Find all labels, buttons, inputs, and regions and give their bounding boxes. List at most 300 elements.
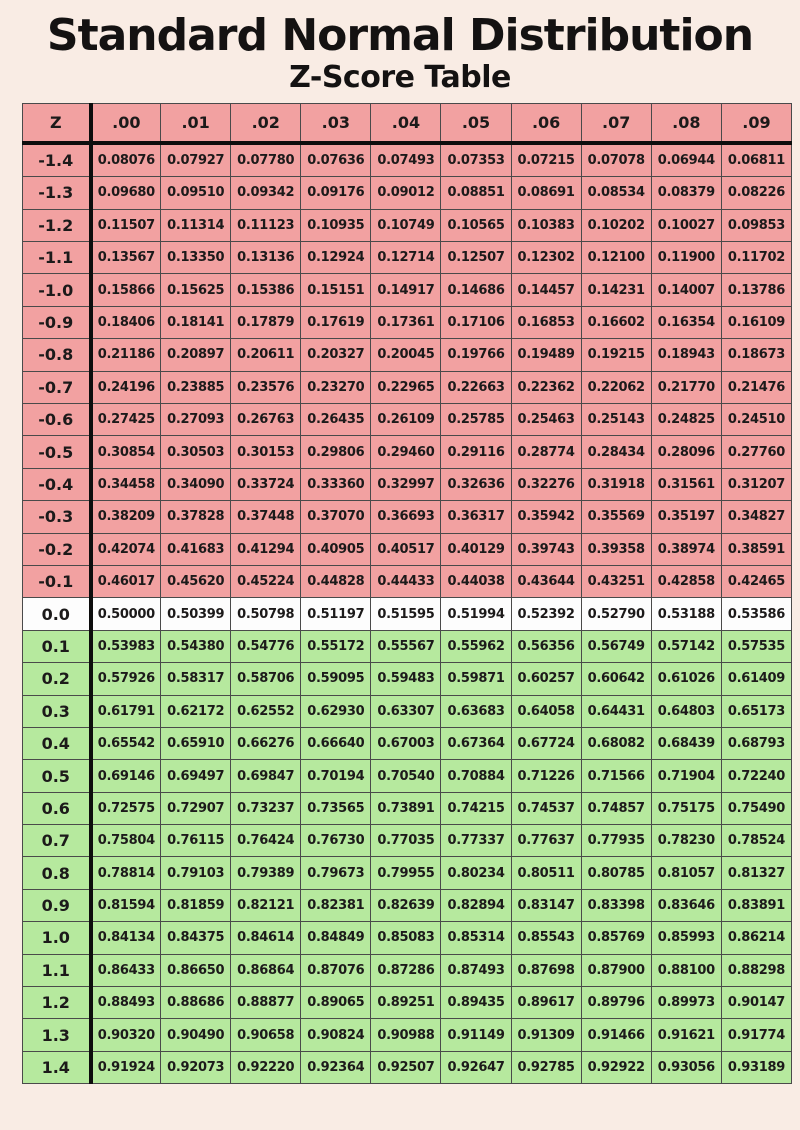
probability-cell: 0.16109 [721,306,791,338]
probability-cell: 0.14231 [581,274,651,306]
probability-cell: 0.33724 [231,468,301,500]
table-row [23,987,792,1019]
probability-cell: 0.34090 [161,468,231,500]
z-row-label: 1.2 [23,987,91,1019]
table-row [23,242,792,274]
table-row [23,857,792,889]
probability-cell: 0.60257 [511,663,581,695]
probability-cell: 0.13136 [231,242,301,274]
probability-cell: 0.26109 [371,404,441,436]
probability-cell: 0.82639 [371,889,441,921]
probability-cell: 0.25143 [581,404,651,436]
probability-cell: 0.21770 [651,371,721,403]
column-header: .01 [161,103,231,143]
probability-cell: 0.68082 [581,727,651,759]
table-row [23,792,792,824]
probability-cell: 0.18141 [161,306,231,338]
probability-cell: 0.90658 [231,1019,301,1051]
probability-cell: 0.50000 [91,598,161,630]
probability-cell: 0.16853 [511,306,581,338]
probability-cell: 0.10749 [371,209,441,241]
probability-cell: 0.91309 [511,1019,581,1051]
z-row-label: -1.1 [23,242,91,274]
table-header [23,103,792,143]
probability-cell: 0.36317 [441,501,511,533]
probability-cell: 0.72575 [91,792,161,824]
probability-cell: 0.31918 [581,468,651,500]
z-row-label: 1.1 [23,954,91,986]
table-row [23,1019,792,1051]
probability-cell: 0.37828 [161,501,231,533]
table-row [23,727,792,759]
probability-cell: 0.80234 [441,857,511,889]
probability-cell: 0.32997 [371,468,441,500]
probability-cell: 0.90824 [301,1019,371,1051]
probability-cell: 0.53983 [91,630,161,662]
probability-cell: 0.89973 [651,987,721,1019]
probability-cell: 0.75804 [91,825,161,857]
probability-cell: 0.91149 [441,1019,511,1051]
probability-cell: 0.82381 [301,889,371,921]
probability-cell: 0.54776 [231,630,301,662]
probability-cell: 0.13786 [721,274,791,306]
z-row-label: 0.3 [23,695,91,727]
probability-cell: 0.89617 [511,987,581,1019]
probability-cell: 0.57142 [651,630,721,662]
z-row-label: -0.4 [23,468,91,500]
probability-cell: 0.44828 [301,565,371,597]
probability-cell: 0.86214 [721,922,791,954]
probability-cell: 0.37448 [231,501,301,533]
column-header: .02 [231,103,301,143]
probability-cell: 0.12100 [581,242,651,274]
probability-cell: 0.73891 [371,792,441,824]
probability-cell: 0.41294 [231,533,301,565]
probability-cell: 0.43644 [511,565,581,597]
probability-cell: 0.62930 [301,695,371,727]
probability-cell: 0.89065 [301,987,371,1019]
probability-cell: 0.82121 [231,889,301,921]
probability-cell: 0.21476 [721,371,791,403]
table-row [23,533,792,565]
probability-cell: 0.87076 [301,954,371,986]
z-row-label: -0.3 [23,501,91,533]
probability-cell: 0.07636 [301,143,371,177]
z-row-label: 1.4 [23,1051,91,1083]
column-header: .03 [301,103,371,143]
probability-cell: 0.43251 [581,565,651,597]
probability-cell: 0.55962 [441,630,511,662]
probability-cell: 0.56356 [511,630,581,662]
probability-cell: 0.26763 [231,404,301,436]
table-row [23,339,792,371]
probability-cell: 0.13350 [161,242,231,274]
probability-cell: 0.42858 [651,565,721,597]
probability-cell: 0.91621 [651,1019,721,1051]
probability-cell: 0.86650 [161,954,231,986]
probability-cell: 0.85314 [441,922,511,954]
probability-cell: 0.27093 [161,404,231,436]
page-title: Standard Normal Distribution [46,10,754,61]
probability-cell: 0.19489 [511,339,581,371]
probability-cell: 0.81057 [651,857,721,889]
probability-cell: 0.67364 [441,727,511,759]
table-row [23,695,792,727]
z-row-label: 0.6 [23,792,91,824]
probability-cell: 0.59871 [441,663,511,695]
column-header: .07 [581,103,651,143]
probability-cell: 0.29460 [371,436,441,468]
probability-cell: 0.57926 [91,663,161,695]
probability-cell: 0.87900 [581,954,651,986]
probability-cell: 0.18406 [91,306,161,338]
probability-cell: 0.35942 [511,501,581,533]
probability-cell: 0.89796 [581,987,651,1019]
probability-cell: 0.66276 [231,727,301,759]
probability-cell: 0.38974 [651,533,721,565]
probability-cell: 0.17619 [301,306,371,338]
probability-cell: 0.89435 [441,987,511,1019]
column-header: .09 [721,103,791,143]
probability-cell: 0.08691 [511,177,581,209]
probability-cell: 0.66640 [301,727,371,759]
probability-cell: 0.40517 [371,533,441,565]
probability-cell: 0.07927 [161,143,231,177]
probability-cell: 0.50798 [231,598,301,630]
probability-cell: 0.14007 [651,274,721,306]
probability-cell: 0.09680 [91,177,161,209]
probability-cell: 0.16354 [651,306,721,338]
probability-cell: 0.68793 [721,727,791,759]
probability-cell: 0.72907 [161,792,231,824]
probability-cell: 0.07353 [441,143,511,177]
probability-cell: 0.25785 [441,404,511,436]
z-row-label: 0.0 [23,598,91,630]
probability-cell: 0.34458 [91,468,161,500]
probability-cell: 0.88686 [161,987,231,1019]
probability-cell: 0.71566 [581,760,651,792]
probability-cell: 0.80785 [581,857,651,889]
probability-cell: 0.34827 [721,501,791,533]
probability-cell: 0.70540 [371,760,441,792]
table-row [23,598,792,630]
probability-cell: 0.65542 [91,727,161,759]
probability-cell: 0.32276 [511,468,581,500]
probability-cell: 0.15386 [231,274,301,306]
probability-cell: 0.85993 [651,922,721,954]
probability-cell: 0.61409 [721,663,791,695]
z-row-label: -0.5 [23,436,91,468]
probability-cell: 0.83398 [581,889,651,921]
table-row [23,306,792,338]
probability-cell: 0.41683 [161,533,231,565]
probability-cell: 0.79103 [161,857,231,889]
probability-cell: 0.09342 [231,177,301,209]
probability-cell: 0.91774 [721,1019,791,1051]
probability-cell: 0.91924 [91,1051,161,1083]
probability-cell: 0.76730 [301,825,371,857]
probability-cell: 0.19215 [581,339,651,371]
probability-cell: 0.55567 [371,630,441,662]
table-body [23,143,792,1084]
probability-cell: 0.81327 [721,857,791,889]
probability-cell: 0.50399 [161,598,231,630]
probability-cell: 0.24196 [91,371,161,403]
probability-cell: 0.22965 [371,371,441,403]
probability-cell: 0.51595 [371,598,441,630]
probability-cell: 0.08076 [91,143,161,177]
table-row [23,825,792,857]
z-row-label: 0.4 [23,727,91,759]
probability-cell: 0.77935 [581,825,651,857]
probability-cell: 0.70194 [301,760,371,792]
probability-cell: 0.87698 [511,954,581,986]
probability-cell: 0.20327 [301,339,371,371]
probability-cell: 0.88100 [651,954,721,986]
probability-cell: 0.76115 [161,825,231,857]
z-row-label: -1.3 [23,177,91,209]
probability-cell: 0.09510 [161,177,231,209]
probability-cell: 0.71226 [511,760,581,792]
probability-cell: 0.17106 [441,306,511,338]
probability-cell: 0.90988 [371,1019,441,1051]
probability-cell: 0.78524 [721,825,791,857]
probability-cell: 0.45620 [161,565,231,597]
probability-cell: 0.28096 [651,436,721,468]
table-row [23,501,792,533]
table-row [23,630,792,662]
table-header-row [23,103,792,143]
probability-cell: 0.85083 [371,922,441,954]
probability-cell: 0.07078 [581,143,651,177]
probability-cell: 0.28434 [581,436,651,468]
probability-cell: 0.78814 [91,857,161,889]
probability-cell: 0.32636 [441,468,511,500]
probability-cell: 0.59095 [301,663,371,695]
probability-cell: 0.51994 [441,598,511,630]
probability-cell: 0.92364 [301,1051,371,1083]
probability-cell: 0.40905 [301,533,371,565]
probability-cell: 0.79955 [371,857,441,889]
probability-cell: 0.58317 [161,663,231,695]
probability-cell: 0.92220 [231,1051,301,1083]
probability-cell: 0.44038 [441,565,511,597]
probability-cell: 0.88493 [91,987,161,1019]
probability-cell: 0.81594 [91,889,161,921]
probability-cell: 0.10383 [511,209,581,241]
probability-cell: 0.92922 [581,1051,651,1083]
column-header: .06 [511,103,581,143]
z-row-label: 0.9 [23,889,91,921]
probability-cell: 0.79389 [231,857,301,889]
probability-cell: 0.86864 [231,954,301,986]
z-row-label: -0.9 [23,306,91,338]
probability-cell: 0.11123 [231,209,301,241]
page-header [0,0,800,96]
probability-cell: 0.73565 [301,792,371,824]
probability-cell: 0.79673 [301,857,371,889]
probability-cell: 0.22362 [511,371,581,403]
probability-cell: 0.36693 [371,501,441,533]
probability-cell: 0.88877 [231,987,301,1019]
probability-cell: 0.15151 [301,274,371,306]
probability-cell: 0.08534 [581,177,651,209]
probability-cell: 0.22062 [581,371,651,403]
probability-cell: 0.91466 [581,1019,651,1051]
probability-cell: 0.61026 [651,663,721,695]
probability-cell: 0.92073 [161,1051,231,1083]
probability-cell: 0.92647 [441,1051,511,1083]
z-row-label: -0.2 [23,533,91,565]
probability-cell: 0.92507 [371,1051,441,1083]
table-row [23,371,792,403]
probability-cell: 0.71904 [651,760,721,792]
probability-cell: 0.63683 [441,695,511,727]
probability-cell: 0.54380 [161,630,231,662]
probability-cell: 0.09853 [721,209,791,241]
table-row [23,468,792,500]
probability-cell: 0.31207 [721,468,791,500]
probability-cell: 0.58706 [231,663,301,695]
probability-cell: 0.46017 [91,565,161,597]
probability-cell: 0.72240 [721,760,791,792]
probability-cell: 0.23885 [161,371,231,403]
probability-cell: 0.78230 [651,825,721,857]
probability-cell: 0.83891 [721,889,791,921]
probability-cell: 0.62552 [231,695,301,727]
probability-cell: 0.83646 [651,889,721,921]
z-row-label: 1.3 [23,1019,91,1051]
probability-cell: 0.70884 [441,760,511,792]
table-row [23,143,792,177]
probability-cell: 0.18673 [721,339,791,371]
probability-cell: 0.20611 [231,339,301,371]
probability-cell: 0.07493 [371,143,441,177]
probability-cell: 0.19766 [441,339,511,371]
z-row-label: -0.7 [23,371,91,403]
probability-cell: 0.16602 [581,306,651,338]
z-row-label: -0.1 [23,565,91,597]
probability-cell: 0.74537 [511,792,581,824]
probability-cell: 0.07215 [511,143,581,177]
probability-cell: 0.15625 [161,274,231,306]
column-header: .08 [651,103,721,143]
probability-cell: 0.24825 [651,404,721,436]
probability-cell: 0.12924 [301,242,371,274]
probability-cell: 0.17361 [371,306,441,338]
probability-cell: 0.65173 [721,695,791,727]
probability-cell: 0.64431 [581,695,651,727]
probability-cell: 0.64058 [511,695,581,727]
probability-cell: 0.75490 [721,792,791,824]
probability-cell: 0.61791 [91,695,161,727]
probability-cell: 0.76424 [231,825,301,857]
probability-cell: 0.17879 [231,306,301,338]
probability-cell: 0.22663 [441,371,511,403]
probability-cell: 0.10565 [441,209,511,241]
probability-cell: 0.84134 [91,922,161,954]
probability-cell: 0.28774 [511,436,581,468]
probability-cell: 0.06811 [721,143,791,177]
table-row [23,922,792,954]
probability-cell: 0.86433 [91,954,161,986]
probability-cell: 0.60642 [581,663,651,695]
probability-cell: 0.12302 [511,242,581,274]
probability-cell: 0.30153 [231,436,301,468]
probability-cell: 0.81859 [161,889,231,921]
probability-cell: 0.11702 [721,242,791,274]
probability-cell: 0.11507 [91,209,161,241]
probability-cell: 0.89251 [371,987,441,1019]
z-row-label: 0.7 [23,825,91,857]
column-header: .04 [371,103,441,143]
probability-cell: 0.26435 [301,404,371,436]
probability-cell: 0.63307 [371,695,441,727]
z-row-label: -1.2 [23,209,91,241]
probability-cell: 0.35197 [651,501,721,533]
table-row [23,954,792,986]
z-row-label: 1.0 [23,922,91,954]
probability-cell: 0.42465 [721,565,791,597]
probability-cell: 0.69847 [231,760,301,792]
probability-cell: 0.27425 [91,404,161,436]
probability-cell: 0.87286 [371,954,441,986]
probability-cell: 0.85769 [581,922,651,954]
probability-cell: 0.64803 [651,695,721,727]
probability-cell: 0.53188 [651,598,721,630]
z-row-label: -0.8 [23,339,91,371]
z-row-label: 0.1 [23,630,91,662]
probability-cell: 0.51197 [301,598,371,630]
probability-cell: 0.14457 [511,274,581,306]
probability-cell: 0.75175 [651,792,721,824]
probability-cell: 0.73237 [231,792,301,824]
z-row-label: -1.4 [23,143,91,177]
probability-cell: 0.67724 [511,727,581,759]
probability-cell: 0.18943 [651,339,721,371]
probability-cell: 0.29806 [301,436,371,468]
probability-cell: 0.69497 [161,760,231,792]
z-row-label: -1.0 [23,274,91,306]
probability-cell: 0.55172 [301,630,371,662]
probability-cell: 0.38591 [721,533,791,565]
probability-cell: 0.87493 [441,954,511,986]
table-row [23,177,792,209]
table-row [23,436,792,468]
probability-cell: 0.31561 [651,468,721,500]
probability-cell: 0.52790 [581,598,651,630]
probability-cell: 0.59483 [371,663,441,695]
probability-cell: 0.14917 [371,274,441,306]
probability-cell: 0.92785 [511,1051,581,1083]
corner-header-z: Z [23,103,91,143]
page-subtitle: Z-Score Table [289,60,511,96]
table-row [23,663,792,695]
probability-cell: 0.93189 [721,1051,791,1083]
probability-cell: 0.62172 [161,695,231,727]
probability-cell: 0.08379 [651,177,721,209]
probability-cell: 0.39743 [511,533,581,565]
probability-cell: 0.88298 [721,954,791,986]
probability-cell: 0.80511 [511,857,581,889]
column-header: .00 [91,103,161,143]
probability-cell: 0.35569 [581,501,651,533]
probability-cell: 0.30503 [161,436,231,468]
probability-cell: 0.09012 [371,177,441,209]
probability-cell: 0.56749 [581,630,651,662]
column-header: .05 [441,103,511,143]
probability-cell: 0.11900 [651,242,721,274]
